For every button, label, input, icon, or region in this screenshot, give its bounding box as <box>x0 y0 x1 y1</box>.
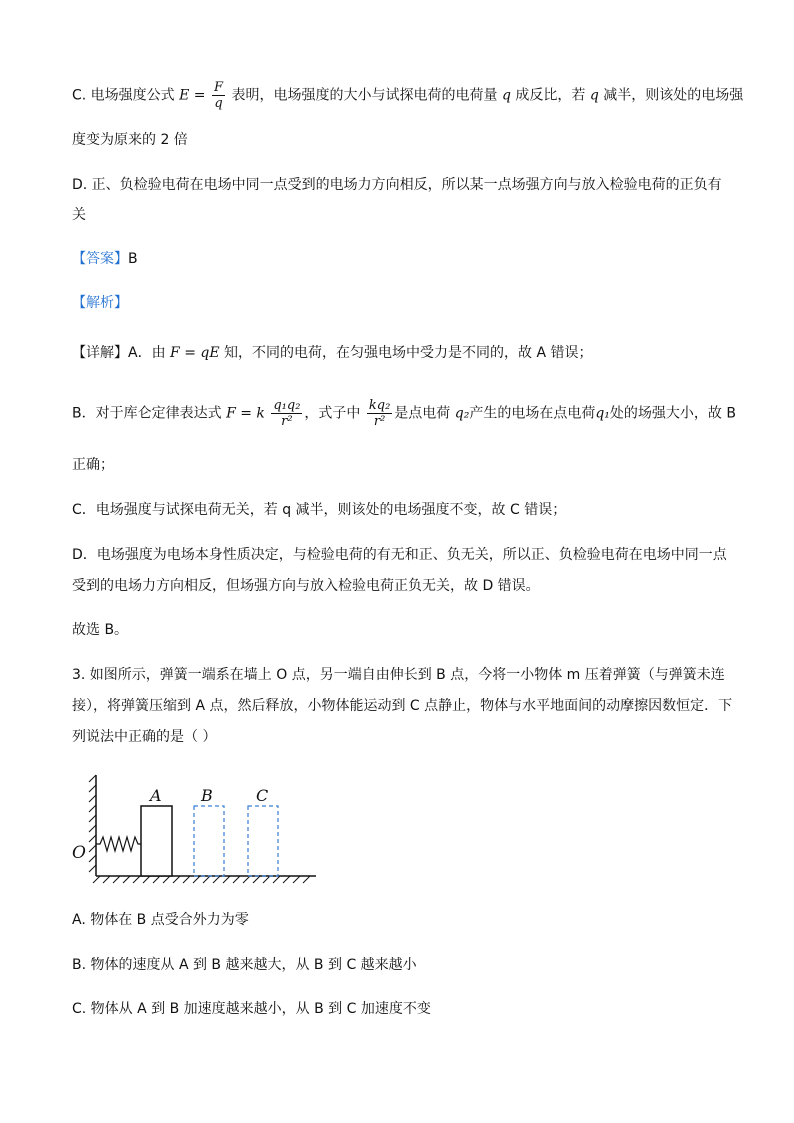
q3-option-c: C. 物体从 A 到 B 加速度越来越小，从 B 到 C 加速度不变 <box>72 1001 431 1017</box>
detail-a-line: 【详解】A．由 F = qE 知，不同的电荷，在匀强电场中受力是不同的，故 A 错误； <box>72 345 593 361</box>
answer-tag: 【答案】 <box>72 251 128 267</box>
question3-line3: 列说法中正确的是（ ） <box>72 729 217 745</box>
detail-d-line2: 受到的电场力方向相反，但场强方向与放入检验电荷正负无关，故 D 错误。 <box>72 578 540 594</box>
detail-d-line1: D．电场强度为电场本身性质决定，与检验电荷的有无和正、负无关，所以正、负检验电荷在电场中同一点 <box>72 547 727 563</box>
fraction-q1q2-over-r2: $\frac{\text{q₁q₂}}{\text{r²}}$ <box>273 398 301 429</box>
answer-value: B <box>128 251 138 267</box>
detail-b-line2: 正确； <box>72 457 114 473</box>
option-d-line2: 关 <box>72 207 86 223</box>
question3-line1: 3. 如图所示，弹簧一端系在墙上 O 点，另一端自由伸长到 B 点，今将一小物体 m 压着弹簧（与弹簧未连 <box>72 667 725 683</box>
label-c: C <box>256 786 269 805</box>
option-c-line1: C. 电场强度公式 E = $\frac{F}{q}$ 表明，电场强度的大小与试探电荷的电荷量 q 成反比，若 q 减半，则该处的电场强 <box>72 80 744 111</box>
answer-line <box>72 249 138 269</box>
q3-option-b: B. 物体的速度从 A 到 B 越来越大，从 B 到 C 越来越小 <box>72 957 417 973</box>
dashed-position-c <box>248 806 278 876</box>
spring <box>96 837 141 851</box>
q3-option-a: A. 物体在 B 点受合外力为零 <box>72 912 249 928</box>
ground-hatch <box>93 876 310 883</box>
label-o: O <box>72 843 86 863</box>
wall-hatch <box>89 775 96 872</box>
spring-block-figure <box>72 770 322 889</box>
label-a: A <box>150 786 162 805</box>
fraction-F-over-q: $\frac{F}{q}$ <box>214 80 224 111</box>
dashed-position-b <box>194 806 224 876</box>
question3-line2: 接），将弹簧压缩到 A 点，然后释放，小物体能运动到 C 点静止，物体与水平地面间的动摩擦因数恒定．下 <box>72 698 733 714</box>
detail-b-line1: B．对于库仑定律表达式 F = k $\frac{\text{q₁q₂}}{\text{r²}}$ ，式子中 $\frac{\text{kq₂}}{\text{r²}}$ 是点电荷 q₂产生的电场在点电荷q₁处的场强大小，故 B <box>72 398 736 429</box>
detail-c-line: C．电场强度与试探电荷无关，若 q 减半，则该处的电场强度不变，故 C 错误； <box>72 502 567 518</box>
conclusion-line: 故选 B。 <box>72 622 129 638</box>
option-c-line2: 度变为原来的 2 倍 <box>72 132 188 148</box>
analysis-tag: 【解析】 <box>72 295 128 311</box>
option-d-line1: D. 正、负检验电荷在电场中同一点受到的电场力方向相反，所以某一点场强方向与放入检验电荷的正负有 <box>72 177 722 193</box>
fraction-kq2-over-r2: $\frac{\text{kq₂}}{\text{r²}}$ <box>368 398 391 429</box>
label-b: B <box>201 786 213 805</box>
block-a <box>141 806 172 876</box>
